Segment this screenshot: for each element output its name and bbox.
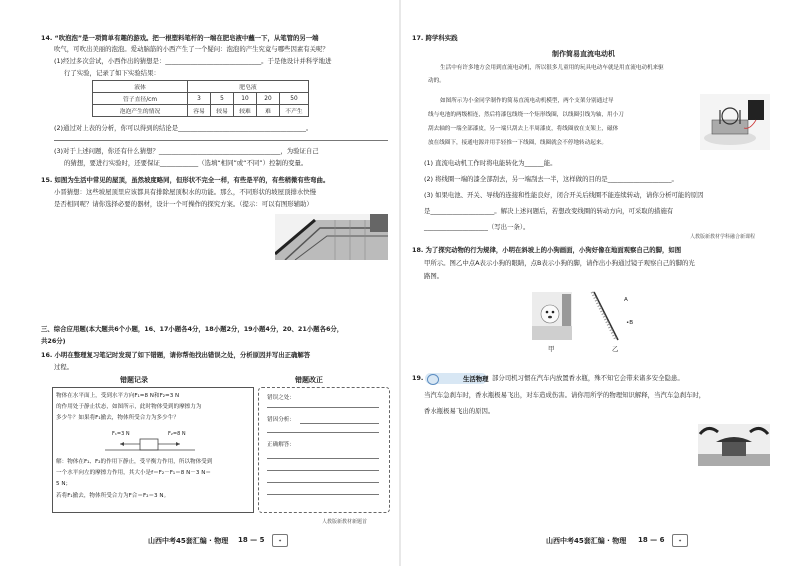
q17-q3c: ____________________（写出一条）。	[424, 223, 530, 231]
table-cell: 20	[257, 93, 280, 105]
q17-para: 生活中有许多地方会用到直流电动机，所以很多儿童用的玩具电动车就是用直流电动机来驱	[440, 65, 664, 71]
roof-photo	[275, 214, 388, 260]
table-head-soap: 肥皂液	[188, 81, 309, 93]
q17-title: 制作简易直流电动机	[552, 50, 615, 58]
footer-logo-icon: ✦	[272, 534, 288, 547]
error-line: 的作用处于静止状态，如图所示，此时物体受到的摩擦力为	[56, 404, 202, 410]
table-cell: 5	[211, 93, 234, 105]
q16-line1: 16. 小明在整理复习笔记时发现了如下错题，请你帮他找出错误之处，分析原因并写出正确解答	[41, 351, 311, 359]
q19-line1: 部分司机习惯在汽车内放置香水瓶，殊不知它会带来诸多安全隐患。	[492, 374, 684, 382]
q19-line3: 香水瓶极易飞出的原因。	[424, 407, 495, 415]
experiment-table	[92, 80, 309, 117]
table-row	[93, 93, 309, 105]
correction-error-label: 错误之处：	[267, 395, 295, 401]
answer-line	[267, 482, 379, 483]
q14-line3: (1)经过多次尝试，小西作出的猜想是：______________________________。于是他设计并科学地进	[54, 57, 332, 65]
error-line: 多少牛？如果将F₁撤去，物体所受合力为多少牛？	[56, 415, 179, 421]
point-a-label: A	[624, 297, 628, 303]
q14-line2: 吹气，可吹出美丽的泡泡。爱动脑筋的小西产生了一个疑问：泡泡的产生究竟与哪些因素有关呢？	[54, 45, 329, 53]
q14-line1: 14. “吹泡泡”是一项简单有趣的游戏。把一根塑料笔杆的一端在肥皂液中蘸一下，从笔管的另一端	[41, 34, 319, 42]
q17-para: 如图所示为小金同学制作的简易直流电动机模型，两个支架分别通过导	[440, 98, 614, 104]
q15-line2: 小晋猜想：这些坡屋顶里应该都具有排除屋顶积水的功能。那么，不同形状的坡屋顶排水快慢	[54, 188, 317, 196]
footer-page-number: 18 — 6	[638, 536, 665, 544]
motor-photo	[700, 94, 770, 150]
answer-line	[267, 458, 379, 459]
q17-note: 人教版新教材学科融合新课程	[690, 234, 756, 240]
answer-line	[300, 423, 379, 424]
q15-line3: 是否相同呢？请你选择必要的器材，设计一个可操作的探究方案。（提示：可以有图形辅助）	[54, 200, 313, 208]
table-row-head: 管子直径/cm	[93, 93, 188, 105]
q14-line5: (2)通过对上表的分析，你可以得到的结论是________________________________________。	[54, 124, 313, 132]
table-head-liquid: 液体	[93, 81, 188, 93]
answer-line	[54, 140, 388, 141]
pavilion-photo	[698, 424, 770, 466]
right-page	[400, 0, 800, 566]
table-cell: 50	[280, 93, 309, 105]
table-cell: 不产生	[280, 105, 309, 117]
table-cell: 较难	[234, 105, 257, 117]
dog-mirror-photo	[532, 292, 572, 340]
table-row-head: 泡泡产生的情况	[93, 105, 188, 117]
force-label-f2: F₂=8 N	[168, 431, 186, 437]
footer-book-title: 山西中考45套汇编 · 物理	[148, 537, 229, 545]
figure-b-caption: 乙	[612, 345, 619, 353]
life-physics-tag-label: 生活物理	[463, 375, 489, 383]
correction-title: 错题改正	[295, 376, 323, 384]
answer-line	[267, 407, 379, 408]
solution-line: 若将F₁撤去，物体所受合力为F合＝F₂＝3 N。	[56, 493, 170, 499]
table-cell: 较易	[211, 105, 234, 117]
table-row	[93, 105, 309, 117]
q14-line4: 行了实验，记录了如下实验结果：	[64, 69, 160, 77]
table-cell: 10	[234, 93, 257, 105]
q19-number: 19.	[412, 374, 424, 382]
q18-line2: 甲所示。图乙中点A表示小狗的眼睛，点B表示小狗的脚，请作出小狗通过镜子观察自己的脚的光	[424, 259, 695, 267]
source-note: 人教版新教材新题首	[322, 519, 368, 525]
q17-para: 动的。	[428, 78, 445, 84]
q17-heading: 17. 跨学科实践	[412, 34, 458, 42]
q16-line2: 过程。	[54, 363, 74, 371]
tag-circle-icon	[427, 374, 439, 385]
q17-q1: (1) 直流电动机工作时将电能转化为______能。	[424, 159, 557, 167]
solution-line: 解：物体在F₁、F₂的作用下静止，受平衡力作用，所以物体受到	[56, 459, 213, 465]
answer-line	[267, 494, 379, 495]
q17-q3b: 是____________________。解决上述问题后，若想改变线圈的转动方向，可采取的措施有	[424, 207, 674, 215]
answer-line	[267, 432, 379, 433]
q18-line1: 18. 为了探究动物的行为规律，小明在斜坡上的小狗画面，小狗好像在地面观察自己的脚，如图	[412, 246, 682, 254]
footer-page-number: 18 — 5	[238, 536, 265, 544]
q14-line6: (3)对于上述问题，你还有什么猜想？______________________________________，为验证自己	[54, 147, 319, 155]
q17-q2: (2) 将线圈一端的漆全部刮去，另一端刮去一半，这样做的目的是____________________。	[424, 175, 678, 183]
correction-reason-label: 错因分析：	[267, 417, 295, 423]
answer-line	[267, 470, 379, 471]
table-cell: 容易	[188, 105, 211, 117]
point-b-label: •B	[626, 320, 634, 326]
section3-line1: 三、综合应用题(本大题共6个小题，16、17小题各4分，18小题2分，19小题4分，20、21小题各6分，	[41, 325, 344, 333]
footer-logo-icon: ✦	[672, 534, 688, 547]
ray-diagram	[588, 288, 644, 344]
error-line: 物体在水平面上，受到水平方向F₁=8 N和F₂=3 N	[56, 393, 180, 399]
solution-line: 一个水平向左的摩擦力作用，其大小是f＝F₂－F₁＝8 N－3 N＝	[56, 470, 211, 476]
q15-line1: 15. 如图为生活中常见的屋顶，虽然坡度略同，但形状不完全一样，有些是平的，有些稍微有些弯曲。	[41, 176, 330, 184]
solution-line: 5 N；	[56, 481, 72, 487]
q19-line2: 当汽车急刹车时，香水瓶极易飞出，对车造成伤害。请你用所学的物理知识解释，当汽车急刹车时，	[424, 391, 706, 399]
force-label-f1: F₁=3 N	[112, 431, 130, 437]
q17-q3a: (3) 如果电池、开关、导线的连接和性能良好，闭合开关后线圈不能连续转动，请你分析可能的原因	[424, 191, 704, 199]
section3-line2: 共26分)	[41, 337, 66, 345]
table-cell: 难	[257, 105, 280, 117]
correction-solution-label: 正确解答：	[267, 442, 295, 448]
footer-book-title: 山西中考45套汇编 · 物理	[546, 537, 627, 545]
q18-line3: 路图。	[424, 272, 444, 280]
q17-para: 刮去轴的一端全部漆皮，另一端只刮去上半周漆皮，将线圈放在支架上，磁体	[428, 126, 619, 132]
q14-line7: 的猜想，要进行实验时，还要保证____________（选填“相同”或“不同”）控制的变量。	[64, 159, 308, 167]
q17-para: 放在线圈下，接通电源并用手轻推一下线圈，线圈就会不停地转动起来。	[428, 140, 608, 146]
figure-a-caption: 甲	[548, 345, 555, 353]
error-record-title: 错题记录	[120, 376, 148, 384]
q17-para: 线与电池的两级相连，然后将漆包线绕一个矩形线圈，以线圈引线为轴，用小刀	[428, 112, 624, 118]
table-cell: 3	[188, 93, 211, 105]
